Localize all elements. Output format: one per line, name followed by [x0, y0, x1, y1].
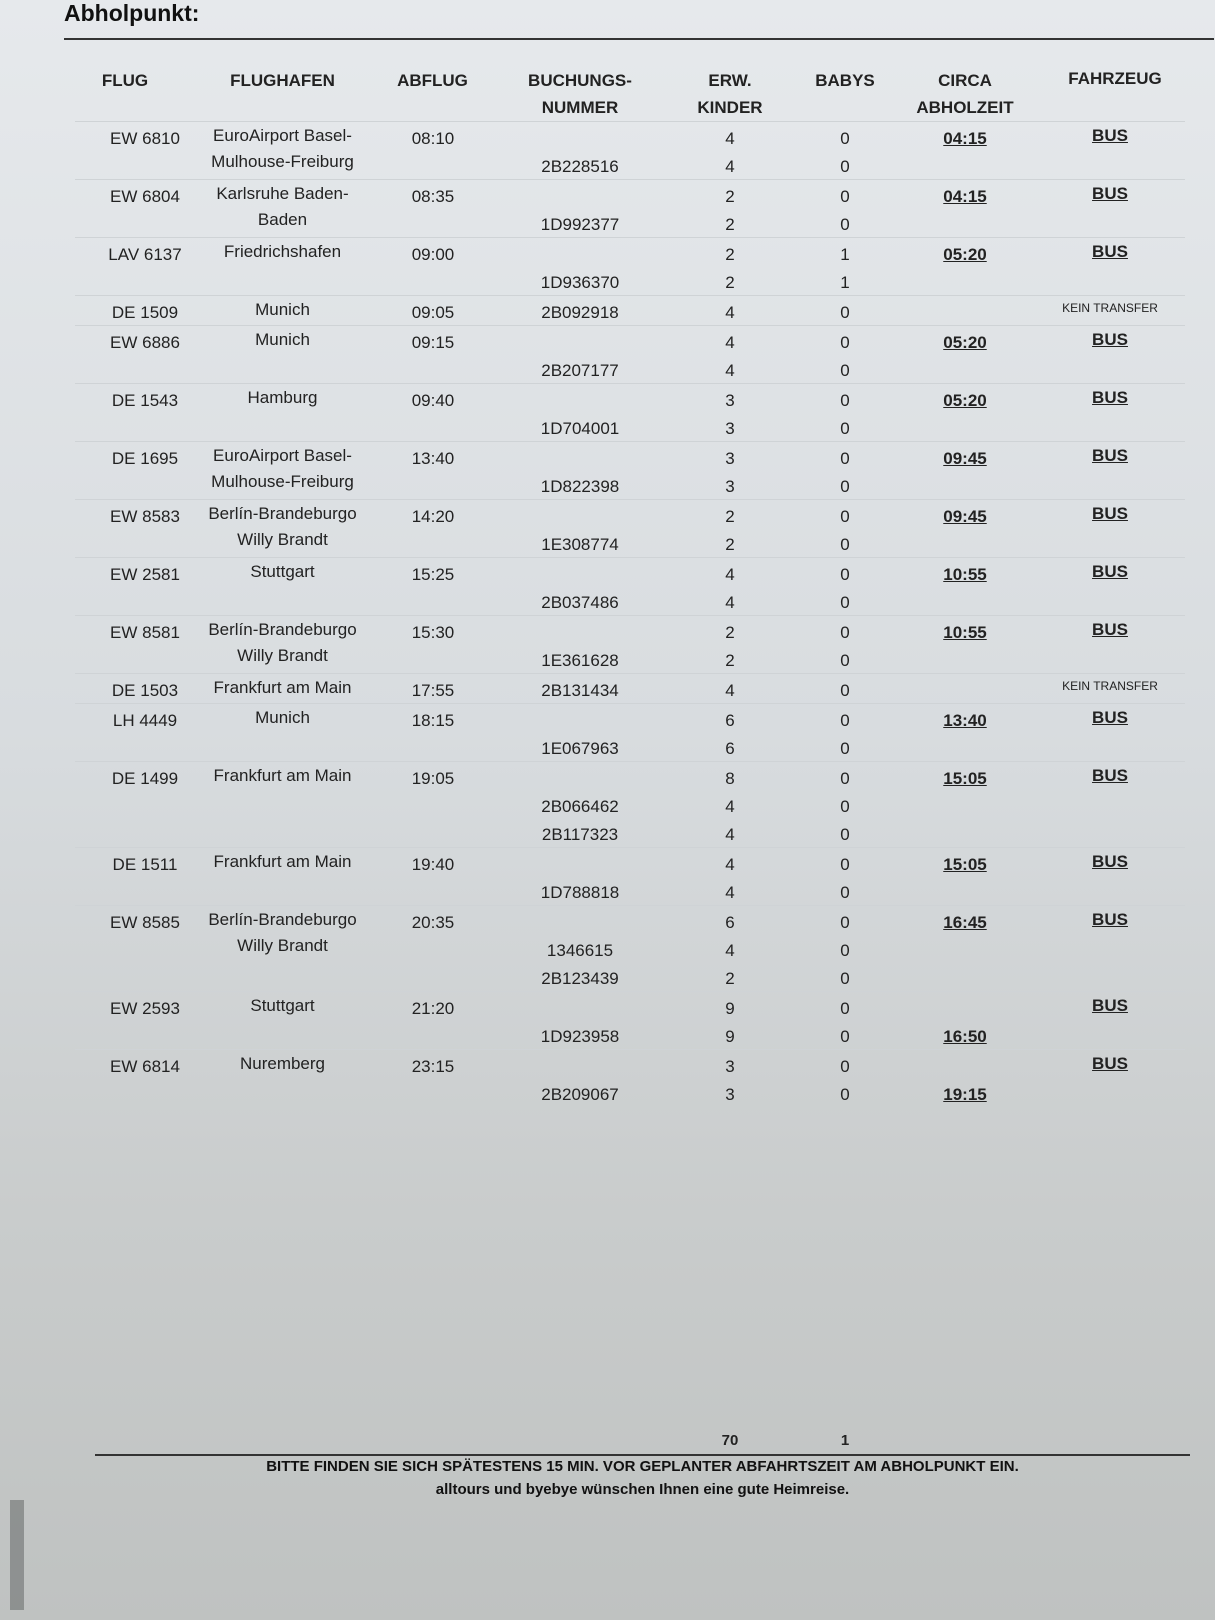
booking-number: 2B092918: [541, 303, 619, 322]
booking-number: 1E067963: [541, 739, 619, 758]
adults-count: 4: [725, 303, 735, 322]
adults-count: 2: [725, 507, 735, 526]
flight-number: DE 1503: [111, 681, 179, 700]
adults-count: 4: [725, 825, 735, 844]
babies-count: 0: [840, 303, 850, 322]
booking-number: 1E308774: [541, 535, 619, 554]
row-divider: [75, 847, 1185, 848]
babies-count: 0: [840, 681, 850, 700]
row-divider: [75, 499, 1185, 500]
babies-count: 0: [840, 187, 850, 206]
airport-name: EuroAirport Basel-Mulhouse-Freiburg: [211, 126, 354, 171]
adults-count: 4: [725, 565, 735, 584]
adults-count: 3: [725, 1085, 735, 1104]
babies-count: 0: [840, 855, 850, 874]
row-divider: [75, 615, 1185, 616]
adults-count: 3: [725, 391, 735, 410]
adults-count: 4: [725, 157, 735, 176]
vehicle-type: BUS: [1092, 708, 1128, 727]
babies-count: 0: [840, 565, 850, 584]
adults-count: 4: [725, 681, 735, 700]
departure-time: 09:40: [411, 391, 455, 410]
flight-number: EW 6810: [110, 129, 180, 148]
adults-count: 9: [725, 999, 735, 1018]
departure-time: 13:40: [411, 449, 455, 468]
departure-time: 08:10: [411, 129, 455, 148]
flight-number: EW 8581: [110, 623, 180, 642]
adults-count: 4: [725, 855, 735, 874]
vehicle-type: BUS: [1092, 852, 1128, 871]
adults-count: 3: [725, 419, 735, 438]
booking-number: 2B228516: [541, 157, 619, 176]
airport-name: Munich: [255, 330, 310, 349]
vehicle-type: BUS: [1092, 388, 1128, 407]
vehicle-type: BUS: [1092, 910, 1128, 929]
pickup-time: 13:40: [943, 711, 987, 730]
row-divider: [75, 121, 1185, 122]
row-divider: [75, 905, 1185, 906]
vehicle-type: BUS: [1092, 562, 1128, 581]
flight-number: DE 1499: [111, 769, 179, 788]
departure-time: 19:40: [411, 855, 455, 874]
header-circa-line1: CIRCA: [938, 71, 992, 90]
flight-number: DE 1509: [111, 303, 179, 322]
row-divider: [75, 383, 1185, 384]
departure-time: 15:25: [411, 565, 455, 584]
babies-count: 0: [840, 941, 850, 960]
babies-count: 1: [840, 273, 850, 292]
adults-count: 4: [725, 797, 735, 816]
header-erw-line1: ERW.: [708, 71, 752, 90]
adults-count: 2: [725, 215, 735, 234]
babies-count: 0: [840, 623, 850, 642]
booking-number: 1E361628: [541, 651, 619, 670]
vehicle-type: KEIN TRANSFER: [1062, 679, 1158, 693]
title-divider: [64, 38, 1214, 40]
vehicle-type: KEIN TRANSFER: [1062, 301, 1158, 315]
row-divider: [75, 1049, 1185, 1050]
flight-number: LAV 6137: [108, 245, 182, 264]
airport-name: Munich: [255, 300, 310, 319]
adults-count: 4: [725, 593, 735, 612]
pickup-time: 16:50: [943, 1027, 987, 1046]
header-buchung-line1: BUCHUNGS-: [528, 71, 632, 90]
adults-count: 4: [725, 941, 735, 960]
flight-number: EW 8583: [110, 507, 180, 526]
vehicle-type: BUS: [1092, 1054, 1128, 1073]
adults-count: 2: [725, 651, 735, 670]
babies-count: 0: [840, 449, 850, 468]
vehicle-type: BUS: [1092, 504, 1128, 523]
departure-time: 08:35: [411, 187, 455, 206]
header-erw-line2: KINDER: [697, 98, 763, 117]
total-adults: 70: [721, 1432, 739, 1449]
flight-number: DE 1543: [111, 391, 179, 410]
header-babys: BABYS: [815, 71, 875, 90]
babies-count: 0: [840, 477, 850, 496]
adults-count: 4: [725, 883, 735, 902]
flight-number: EW 6814: [110, 1057, 180, 1076]
header-flug: FLUG: [101, 71, 149, 90]
header-circa: [905, 67, 1025, 121]
departure-time: 23:15: [411, 1057, 455, 1076]
adults-count: 2: [725, 535, 735, 554]
pickup-time: 05:20: [943, 391, 987, 410]
airport-name: Stuttgart: [250, 996, 315, 1015]
pickup-time: 09:45: [943, 449, 987, 468]
vehicle-type: BUS: [1092, 996, 1128, 1015]
pickup-time: 04:15: [943, 129, 987, 148]
babies-count: 0: [840, 999, 850, 1018]
header-flughafen: FLUGHAFEN: [230, 71, 335, 90]
babies-count: 0: [840, 769, 850, 788]
departure-time: 18:15: [411, 711, 455, 730]
flight-number: EW 2581: [110, 565, 180, 584]
pickup-time: 05:20: [943, 333, 987, 352]
flight-number: DE 1511: [112, 855, 178, 874]
babies-count: 0: [840, 535, 850, 554]
departure-time: 19:05: [411, 769, 455, 788]
departure-time: 15:30: [411, 623, 455, 642]
row-divider: [75, 441, 1185, 442]
pickup-time: 15:05: [943, 855, 987, 874]
babies-count: 1: [840, 245, 850, 264]
airport-name: Berlín-Brandeburgo Willy Brandt: [208, 620, 357, 665]
pickup-time: 04:15: [943, 187, 987, 206]
adults-count: 2: [725, 273, 735, 292]
departure-time: 21:20: [411, 999, 455, 1018]
row-divider: [75, 237, 1185, 238]
flight-number: EW 2593: [110, 999, 180, 1018]
departure-time: 17:55: [411, 681, 455, 700]
airport-name: Frankfurt am Main: [213, 852, 352, 871]
booking-number: 1D992377: [540, 215, 620, 234]
booking-number: 2B037486: [541, 593, 619, 612]
footer-divider: [95, 1454, 1190, 1456]
booking-number: 1D923958: [540, 1027, 620, 1046]
pickup-time: 15:05: [943, 769, 987, 788]
babies-count: 0: [840, 883, 850, 902]
header-circa-line2: ABHOLZEIT: [916, 98, 1014, 117]
vehicle-type: BUS: [1092, 766, 1128, 785]
adults-count: 6: [725, 913, 735, 932]
babies-count: 0: [840, 651, 850, 670]
departure-time: 09:00: [411, 245, 455, 264]
airport-name: Berlín-Brandeburgo Willy Brandt: [208, 504, 357, 549]
vehicle-type: BUS: [1092, 126, 1128, 145]
airport-name: EuroAirport Basel-Mulhouse-Freiburg: [211, 446, 354, 491]
babies-count: 0: [840, 507, 850, 526]
babies-count: 0: [840, 1085, 850, 1104]
pickup-time: 19:15: [943, 1085, 987, 1104]
babies-count: 0: [840, 333, 850, 352]
page-edge-shadow: [10, 1500, 24, 1610]
babies-count: 0: [840, 593, 850, 612]
adults-count: 2: [725, 969, 735, 988]
airport-name: Munich: [255, 708, 310, 727]
row-divider: [75, 703, 1185, 704]
adults-count: 4: [725, 333, 735, 352]
vehicle-type: BUS: [1092, 242, 1128, 261]
departure-time: 09:05: [411, 303, 455, 322]
airport-name: Frankfurt am Main: [213, 766, 352, 785]
booking-number: 1D822398: [540, 477, 620, 496]
row-divider: [75, 557, 1185, 558]
babies-count: 0: [840, 913, 850, 932]
row-divider: [75, 991, 1185, 992]
babies-count: 0: [840, 825, 850, 844]
flight-number: EW 6886: [110, 333, 180, 352]
row-divider: [75, 295, 1185, 296]
adults-count: 2: [725, 623, 735, 642]
babies-count: 0: [840, 1057, 850, 1076]
booking-number: 1D704001: [540, 419, 620, 438]
footer-note: BITTE FINDEN SIE SICH SPÄTESTENS 15 MIN. VOR GEPLANTER ABFAHRTSZEIT AM ABHOLPUNKT EIN.: [266, 1458, 1019, 1475]
babies-count: 0: [840, 419, 850, 438]
adults-count: 4: [725, 361, 735, 380]
flight-number: LH 4449: [112, 711, 178, 730]
booking-number: 2B123439: [541, 969, 619, 988]
airport-name: Berlín-Brandeburgo Willy Brandt: [208, 910, 357, 955]
page-title: Abholpunkt:: [64, 0, 200, 26]
booking-number: 2B131434: [541, 681, 619, 700]
airport-name: Stuttgart: [250, 562, 315, 581]
vehicle-type: BUS: [1092, 620, 1128, 639]
babies-count: 0: [840, 361, 850, 380]
adults-count: 6: [725, 739, 735, 758]
vehicle-type: BUS: [1092, 330, 1128, 349]
airport-name: Frankfurt am Main: [213, 678, 352, 697]
booking-number: 2B207177: [541, 361, 619, 380]
babies-count: 0: [840, 391, 850, 410]
babies-count: 0: [840, 215, 850, 234]
adults-count: 2: [725, 245, 735, 264]
adults-count: 3: [725, 449, 735, 468]
babies-count: 0: [840, 129, 850, 148]
departure-time: 09:15: [411, 333, 455, 352]
booking-number: 1346615: [546, 941, 614, 960]
header-fahrzeug: FAHRZEUG: [1068, 69, 1162, 88]
row-divider: [75, 673, 1185, 674]
booking-number: 2B209067: [541, 1085, 619, 1104]
flight-number: DE 1695: [111, 449, 179, 468]
booking-number: 1D936370: [540, 273, 620, 292]
airport-name: Hamburg: [247, 388, 318, 407]
pickup-time: 09:45: [943, 507, 987, 526]
adults-count: 2: [725, 187, 735, 206]
pickup-time: 16:45: [943, 913, 987, 932]
booking-number: 2B066462: [541, 797, 619, 816]
airport-name: Nuremberg: [239, 1054, 326, 1073]
booking-number: 1D788818: [540, 883, 620, 902]
header-abflug: ABFLUG: [397, 71, 468, 90]
adults-count: 3: [725, 1057, 735, 1076]
babies-count: 0: [840, 711, 850, 730]
babies-count: 0: [840, 157, 850, 176]
pickup-time: 05:20: [943, 245, 987, 264]
pickup-time: 10:55: [943, 565, 987, 584]
adults-count: 8: [725, 769, 735, 788]
flight-number: EW 8585: [110, 913, 180, 932]
header-buchung-line2: NUMMER: [541, 98, 619, 117]
babies-count: 0: [840, 797, 850, 816]
babies-count: 0: [840, 1027, 850, 1046]
flight-number: EW 6804: [110, 187, 180, 206]
airport-name: Karlsruhe Baden-Baden: [216, 184, 349, 229]
booking-number: 2B117323: [541, 825, 619, 844]
departure-time: 14:20: [411, 507, 455, 526]
header-buchung: [505, 67, 655, 121]
airport-name: Friedrichshafen: [223, 242, 342, 261]
pickup-time: 10:55: [943, 623, 987, 642]
departure-time: 20:35: [411, 913, 455, 932]
row-divider: [75, 179, 1185, 180]
adults-count: 6: [725, 711, 735, 730]
vehicle-type: BUS: [1092, 184, 1128, 203]
babies-count: 0: [840, 969, 850, 988]
adults-count: 4: [725, 129, 735, 148]
vehicle-type: BUS: [1092, 446, 1128, 465]
row-divider: [75, 325, 1185, 326]
footer-greeting: alltours und byebye wünschen Ihnen eine gute Heimreise.: [435, 1481, 850, 1498]
babies-count: 0: [840, 739, 850, 758]
row-divider: [75, 761, 1185, 762]
adults-count: 3: [725, 477, 735, 496]
header-erw: [680, 67, 780, 121]
adults-count: 9: [725, 1027, 735, 1046]
total-babies: 1: [840, 1432, 850, 1449]
